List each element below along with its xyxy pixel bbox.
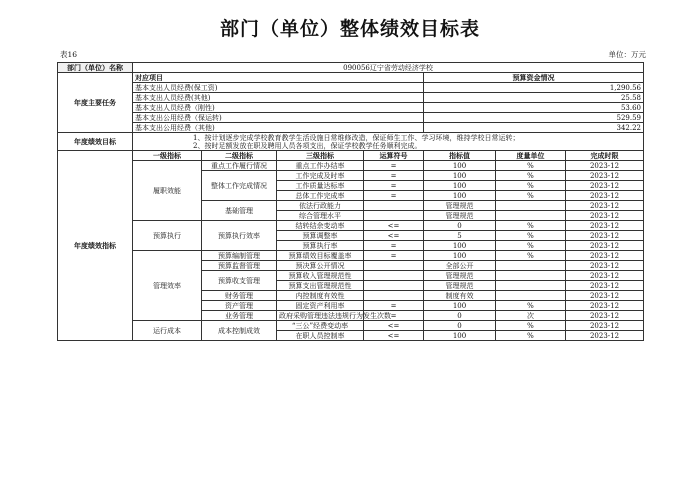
header-deadline: 完成时限: [566, 151, 644, 161]
indicator-deadline: 2023-12: [566, 301, 644, 311]
indicator-operator: <=: [364, 231, 424, 241]
indicator-value: 管理规范: [424, 271, 496, 281]
level2-cell: 财务管理: [202, 291, 277, 301]
indicator-unit: %: [496, 221, 566, 231]
level2-cell: 基础管理: [202, 201, 277, 221]
indicator-deadline: 2023-12: [566, 181, 644, 191]
indicator-name: 在职人员控制率: [277, 331, 364, 341]
annual-goal-text: [133, 133, 644, 151]
indicator-deadline: 2023-12: [566, 271, 644, 281]
level2-cell: 资产管理: [202, 301, 277, 311]
indicator-value: 0: [424, 311, 496, 321]
indicator-name: 预算支出管理规范性: [277, 281, 364, 291]
annual-goal-row: [58, 133, 644, 151]
indicator-deadline: 2023-12: [566, 291, 644, 301]
indicator-deadline: 2023-12: [566, 241, 644, 251]
indicator-row: [58, 221, 644, 231]
indicator-name: 预算执行率: [277, 241, 364, 251]
indicator-value: 100: [424, 181, 496, 191]
indicator-operator: <=: [364, 331, 424, 341]
indicator-value: 100: [424, 301, 496, 311]
indicator-name: “三公”经费变动率: [277, 321, 364, 331]
indicator-operator: <=: [364, 321, 424, 331]
indicator-name: 综合管理水平: [277, 211, 364, 221]
indicator-value: 100: [424, 251, 496, 261]
task-item-amount: 342.22: [424, 123, 644, 133]
indicator-operator: [364, 211, 424, 221]
indicator-unit: [496, 261, 566, 271]
indicator-deadline: 2023-12: [566, 211, 644, 221]
level2-cell: 预算监督管理: [202, 261, 277, 271]
annual-goal-label: 年度绩效目标: [58, 133, 133, 151]
indicator-row: [58, 161, 644, 171]
indicator-header-row: [58, 151, 644, 161]
task-row: [58, 113, 644, 123]
indicator-name: 工作完成及时率: [277, 171, 364, 181]
level2-cell: 成本控制成效: [202, 321, 277, 341]
indicator-deadline: 2023-12: [566, 231, 644, 241]
level2-cell: 业务管理: [202, 311, 277, 321]
level1-cell: 履职效能: [133, 161, 202, 221]
indicator-deadline: 2023-12: [566, 201, 644, 211]
header-level3: 三级指标: [277, 151, 364, 161]
indicator-deadline: 2023-12: [566, 191, 644, 201]
header-unit: 度量单位: [496, 151, 566, 161]
indicator-operator: [364, 281, 424, 291]
indicator-name: 重点工作办结率: [277, 161, 364, 171]
task-section-label: 年度主要任务: [58, 73, 133, 133]
indicator-unit: [496, 291, 566, 301]
indicator-deadline: 2023-12: [566, 281, 644, 291]
header-level1: 一级指标: [133, 151, 202, 161]
indicator-operator: =: [364, 161, 424, 171]
indicator-value: 100: [424, 171, 496, 181]
indicator-unit: %: [496, 171, 566, 181]
indicator-value: 100: [424, 241, 496, 251]
indicator-unit: [496, 201, 566, 211]
indicator-operator: =: [364, 311, 424, 321]
task-col-item: 对应项目: [133, 73, 424, 83]
task-row: [58, 83, 644, 93]
indicator-deadline: 2023-12: [566, 221, 644, 231]
level2-cell: 预算编制管理: [202, 251, 277, 261]
indicator-unit: %: [496, 191, 566, 201]
indicator-unit: [496, 281, 566, 291]
task-item-amount: 529.59: [424, 113, 644, 123]
indicator-unit: 次: [496, 311, 566, 321]
task-row: [58, 123, 644, 133]
task-row: [58, 93, 644, 103]
task-header-row: [58, 73, 644, 83]
task-item-name: 基本支出人员经费（刚性): [133, 103, 424, 113]
indicator-name: 政府采购管理违法违规行为发生次数: [277, 311, 364, 321]
indicator-unit: %: [496, 251, 566, 261]
annual-goal-line-2: 2、按时足额发放在职及聘用人员各项支出，保证学校教学任务顺利完成。: [193, 141, 422, 150]
header-operator: 运算符号: [364, 151, 424, 161]
level2-cell: 重点工作履行情况: [202, 161, 277, 171]
indicator-row: [58, 251, 644, 261]
indicator-name: 预算收入管理规范性: [277, 271, 364, 281]
level1-cell: 运行成本: [133, 321, 202, 341]
task-item-amount: 25.58: [424, 93, 644, 103]
indicator-deadline: 2023-12: [566, 171, 644, 181]
task-row: [58, 103, 644, 113]
indicator-value: 0: [424, 221, 496, 231]
indicator-value: 100: [424, 161, 496, 171]
indicator-deadline: 2023-12: [566, 321, 644, 331]
annual-goal-line-1: 1、按计划逐步完成学校教育教学生活设施日常维修改造，保证师生工作、学习环境，维持学校日常运转；: [193, 133, 520, 142]
header-value: 指标值: [424, 151, 496, 161]
indicator-name: 预算绩效目标覆盖率: [277, 251, 364, 261]
unit-label: 单位：万元: [608, 50, 646, 59]
indicator-unit: %: [496, 181, 566, 191]
indicator-unit: [496, 271, 566, 281]
table-number: 表16: [60, 50, 78, 59]
indicator-operator: <=: [364, 221, 424, 231]
indicator-operator: =: [364, 301, 424, 311]
task-col-budget: 预算资金情况: [424, 73, 644, 83]
level2-cell: 预算执行效率: [202, 221, 277, 251]
performance-goal-table: [57, 62, 644, 341]
indicator-value: 制度有效: [424, 291, 496, 301]
dept-row: [58, 63, 644, 73]
indicator-operator: [364, 271, 424, 281]
indicator-unit: %: [496, 321, 566, 331]
task-item-amount: 1,290.56: [424, 83, 644, 93]
level2-cell: 预算收支管理: [202, 271, 277, 291]
dept-name: 090056辽宁省劳动经济学校: [133, 63, 644, 73]
indicator-value: 100: [424, 191, 496, 201]
indicator-value: 管理规范: [424, 211, 496, 221]
task-item-amount: 53.60: [424, 103, 644, 113]
indicator-value: 5: [424, 231, 496, 241]
task-item-name: 基本支出人员经费(保工资): [133, 83, 424, 93]
indicator-unit: [496, 211, 566, 221]
level2-cell: 整体工作完成情况: [202, 171, 277, 201]
indicator-operator: =: [364, 251, 424, 261]
page-title: 部门（单位）整体绩效目标表: [219, 18, 480, 40]
indicator-operator: [364, 201, 424, 211]
indicator-operator: =: [364, 181, 424, 191]
level1-cell: 预算执行: [133, 221, 202, 251]
task-item-name: 基本支出公用经费（其他): [133, 123, 424, 133]
indicator-operator: [364, 291, 424, 301]
indicator-value: 管理规范: [424, 281, 496, 291]
level1-cell: 管理效率: [133, 251, 202, 321]
indicator-deadline: 2023-12: [566, 261, 644, 271]
indicator-row: [58, 321, 644, 331]
indicator-deadline: 2023-12: [566, 161, 644, 171]
indicator-name: 内控制度有效性: [277, 291, 364, 301]
indicator-section-label: 年度绩效指标: [58, 151, 133, 341]
indicator-deadline: 2023-12: [566, 251, 644, 261]
indicator-deadline: 2023-12: [566, 331, 644, 341]
indicator-name: 总体工作完成率: [277, 191, 364, 201]
indicator-name: 结转结余变动率: [277, 221, 364, 231]
indicator-unit: %: [496, 301, 566, 311]
indicator-operator: [364, 261, 424, 271]
indicator-name: 预算调整率: [277, 231, 364, 241]
indicator-deadline: 2023-12: [566, 311, 644, 321]
indicator-name: 依法行政能力: [277, 201, 364, 211]
indicator-unit: %: [496, 241, 566, 251]
indicator-value: 全部公开: [424, 261, 496, 271]
task-item-name: 基本支出公用经费（保运转): [133, 113, 424, 123]
indicator-unit: %: [496, 231, 566, 241]
indicator-operator: =: [364, 191, 424, 201]
indicator-unit: %: [496, 161, 566, 171]
indicator-name: 预决算公开情况: [277, 261, 364, 271]
dept-label: 部门（单位）名称: [58, 63, 133, 73]
indicator-name: 固定资产利用率: [277, 301, 364, 311]
header-level2: 二级指标: [202, 151, 277, 161]
indicator-operator: =: [364, 241, 424, 251]
indicator-operator: =: [364, 171, 424, 181]
indicator-unit: %: [496, 331, 566, 341]
indicator-value: 100: [424, 331, 496, 341]
indicator-value: 0: [424, 321, 496, 331]
task-item-name: 基本支出人员经费(其他): [133, 93, 424, 103]
indicator-name: 工作质量达标率: [277, 181, 364, 191]
indicator-value: 管理规范: [424, 201, 496, 211]
